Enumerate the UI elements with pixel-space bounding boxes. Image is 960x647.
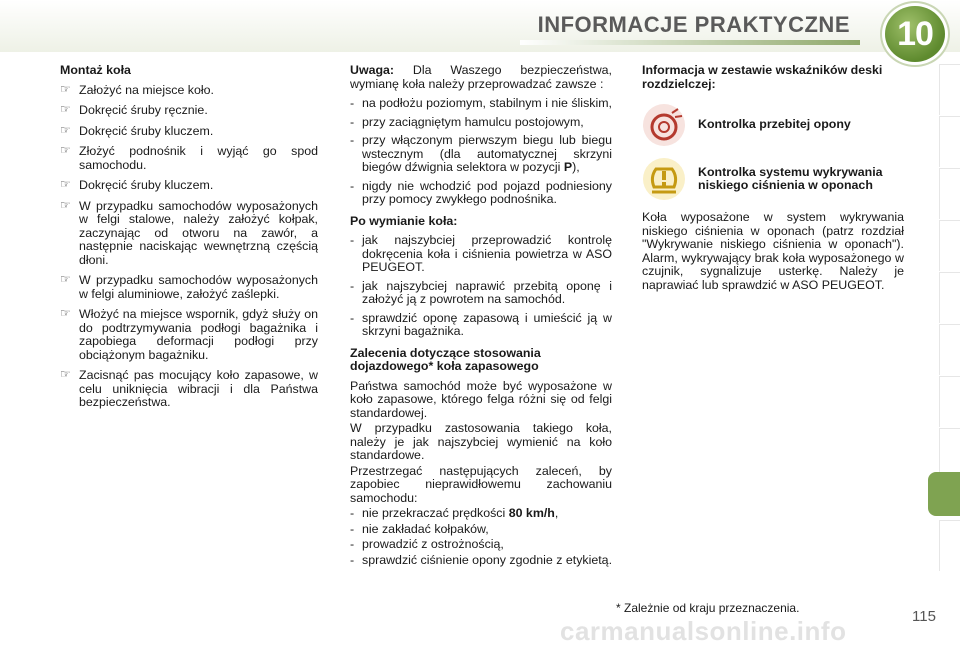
warning-list bbox=[350, 97, 612, 207]
chapter-badge bbox=[885, 6, 945, 62]
chapter-tab[interactable] bbox=[939, 324, 960, 375]
chapter-tab[interactable] bbox=[939, 376, 960, 427]
chapter-number: 10 bbox=[897, 15, 933, 53]
list-item: - na podłożu poziomym, stabilnym i nie śliskim, bbox=[350, 97, 612, 111]
rec-list bbox=[350, 507, 612, 567]
list-item: - nie zakładać kołpaków, bbox=[350, 523, 612, 537]
list-item: - jak najszybciej przeprowadzić kontrolę dokręcenia koła i ciśnienia powietrza w ASO PEUGEOT. bbox=[350, 234, 612, 275]
list-item: - jak najszybciej naprawić przebitą oponę i założyć ją z powrotem na samochód. bbox=[350, 280, 612, 307]
chapter-tab[interactable] bbox=[939, 168, 960, 219]
list-item: ☞ W przypadku samochodów wyposażonych w felgi stalowe, należy założyć kołpak, zaczynając od otworu na zawór, a następnie naciskając wewnętrzną częścią dłoni. bbox=[60, 200, 318, 268]
speed-tail: , bbox=[554, 506, 559, 520]
list-item: - nigdy nie wchodzić pod pojazd podniesiony przy pomocy zwykłego podnośnika. bbox=[350, 180, 612, 207]
list-item: ☞ Zacisnąć pas mocujący koło zapasowe, w celu uniknięcia wibracji i dla Państwa bezpieczeństwa. bbox=[60, 369, 318, 410]
list-item: ☞ Włożyć na miejsce wspornik, gdyż służy on do podtrzymywania podłogi bagażnika i zapobiega deformacji podłogi przy obciążonym bagażniku. bbox=[60, 308, 318, 362]
after-heading: Po wymianie koła: bbox=[350, 213, 458, 228]
mounting-steps bbox=[60, 84, 318, 410]
warning-label: Uwaga: bbox=[350, 63, 395, 77]
rec-paragraph: W przypadku zastosowania takiego koła, należy je jak najszybciej wymienić na koło standardowe. bbox=[350, 421, 612, 462]
title-underline bbox=[520, 40, 860, 45]
page-number: 115 bbox=[912, 608, 936, 625]
footnote: * Zależnie od kraju przeznaczenia. bbox=[616, 601, 800, 615]
chapter-tabs bbox=[938, 64, 960, 604]
indicators-heading: Informacja w zestawie wskaźników deski rozdzielczej: bbox=[642, 63, 883, 91]
recommendations-heading: Zalecenia dotyczące stosowania dojazdowego* koła zapasowego bbox=[350, 345, 541, 373]
column-indicators bbox=[642, 64, 904, 298]
chapter-tab[interactable] bbox=[939, 116, 960, 167]
list-item: - sprawdzić oponę zapasową i umieścić ją w skrzyni bagażnika. bbox=[350, 312, 612, 339]
column-notes bbox=[350, 64, 612, 573]
list-item bbox=[350, 507, 612, 521]
list-item: ☞ Dokręcić śruby kluczem. bbox=[60, 179, 318, 193]
warning-light-puncture bbox=[642, 103, 904, 147]
gear-tail: ), bbox=[572, 160, 580, 174]
pressure-label: Kontrolka systemu wykrywania niskiego ciśnienia w oponach bbox=[698, 164, 883, 192]
tyre-pressure-icon bbox=[642, 157, 686, 201]
list-item bbox=[350, 134, 612, 175]
chapter-tab[interactable] bbox=[939, 272, 960, 323]
speed-limit: 80 km/h bbox=[508, 506, 555, 520]
chapter-tab[interactable] bbox=[939, 64, 960, 115]
list-item: ☞ Dokręcić śruby kluczem. bbox=[60, 125, 318, 139]
warning-text: Dla Waszego bezpieczeństwa, wymianę koła należy przeprowadzać zawsze : bbox=[350, 63, 612, 91]
chapter-tab[interactable] bbox=[939, 220, 960, 271]
mounting-heading: Montaż koła bbox=[60, 63, 131, 77]
list-item-text: przy włączonym pierwszym biegu lub biegu wstecznym (dla automatycznej skrzyni biegów dźwignia selektora w pozycji bbox=[362, 133, 612, 174]
list-item: ☞ Złożyć podnośnik i wyjąć go spod samochodu. bbox=[60, 145, 318, 172]
chapter-tab-active[interactable] bbox=[928, 472, 960, 516]
gear-position: P bbox=[563, 160, 573, 174]
list-item: ☞ Założyć na miejsce koło. bbox=[60, 84, 318, 98]
list-item-text: nie przekraczać prędkości bbox=[362, 506, 506, 520]
list-item: - prowadzić z ostrożnością, bbox=[350, 538, 612, 552]
warning-paragraph bbox=[350, 64, 612, 91]
watermark: carmanualsonline.info bbox=[560, 616, 847, 646]
warning-light-pressure bbox=[642, 157, 904, 201]
after-list bbox=[350, 234, 612, 339]
punctured-tyre-icon bbox=[642, 103, 686, 147]
column-mounting bbox=[60, 64, 318, 417]
chapter-tab[interactable] bbox=[939, 520, 960, 571]
list-item: ☞ W przypadku samochodów wyposażonych w felgi aluminiowe, założyć zaślepki. bbox=[60, 274, 318, 301]
rec-paragraph: Przestrzegać następujących zaleceń, by zapobiec nieprawidłowemu zachowaniu samochodu: bbox=[350, 463, 612, 505]
rec-paragraph: Państwa samochód może być wyposażone w koło zapasowe, którego felga różni się od felgi standardowej. bbox=[350, 378, 612, 420]
list-item: - sprawdzić ciśnienie opony zgodnie z etykietą. bbox=[350, 554, 612, 568]
puncture-label: Kontrolka przebitej opony bbox=[698, 117, 851, 132]
indicators-text: Koła wyposażone w system wykrywania niskiego ciśnienia w oponach (patrz rozdział "Wykrywanie niskiego ciśnienia w oponach"). Alarm, wykrywający brak koła wyposażonego w czujnik, sygnalizuje usterkę. Należy je naprawiać lub sprawdzić w ASO PEUGEOT. bbox=[642, 210, 904, 292]
list-item: ☞ Dokręcić śruby ręcznie. bbox=[60, 104, 318, 118]
list-item: - przy zaciągniętym hamulcu postojowym, bbox=[350, 116, 612, 130]
page-title: INFORMACJE PRAKTYCZNE bbox=[537, 12, 850, 37]
